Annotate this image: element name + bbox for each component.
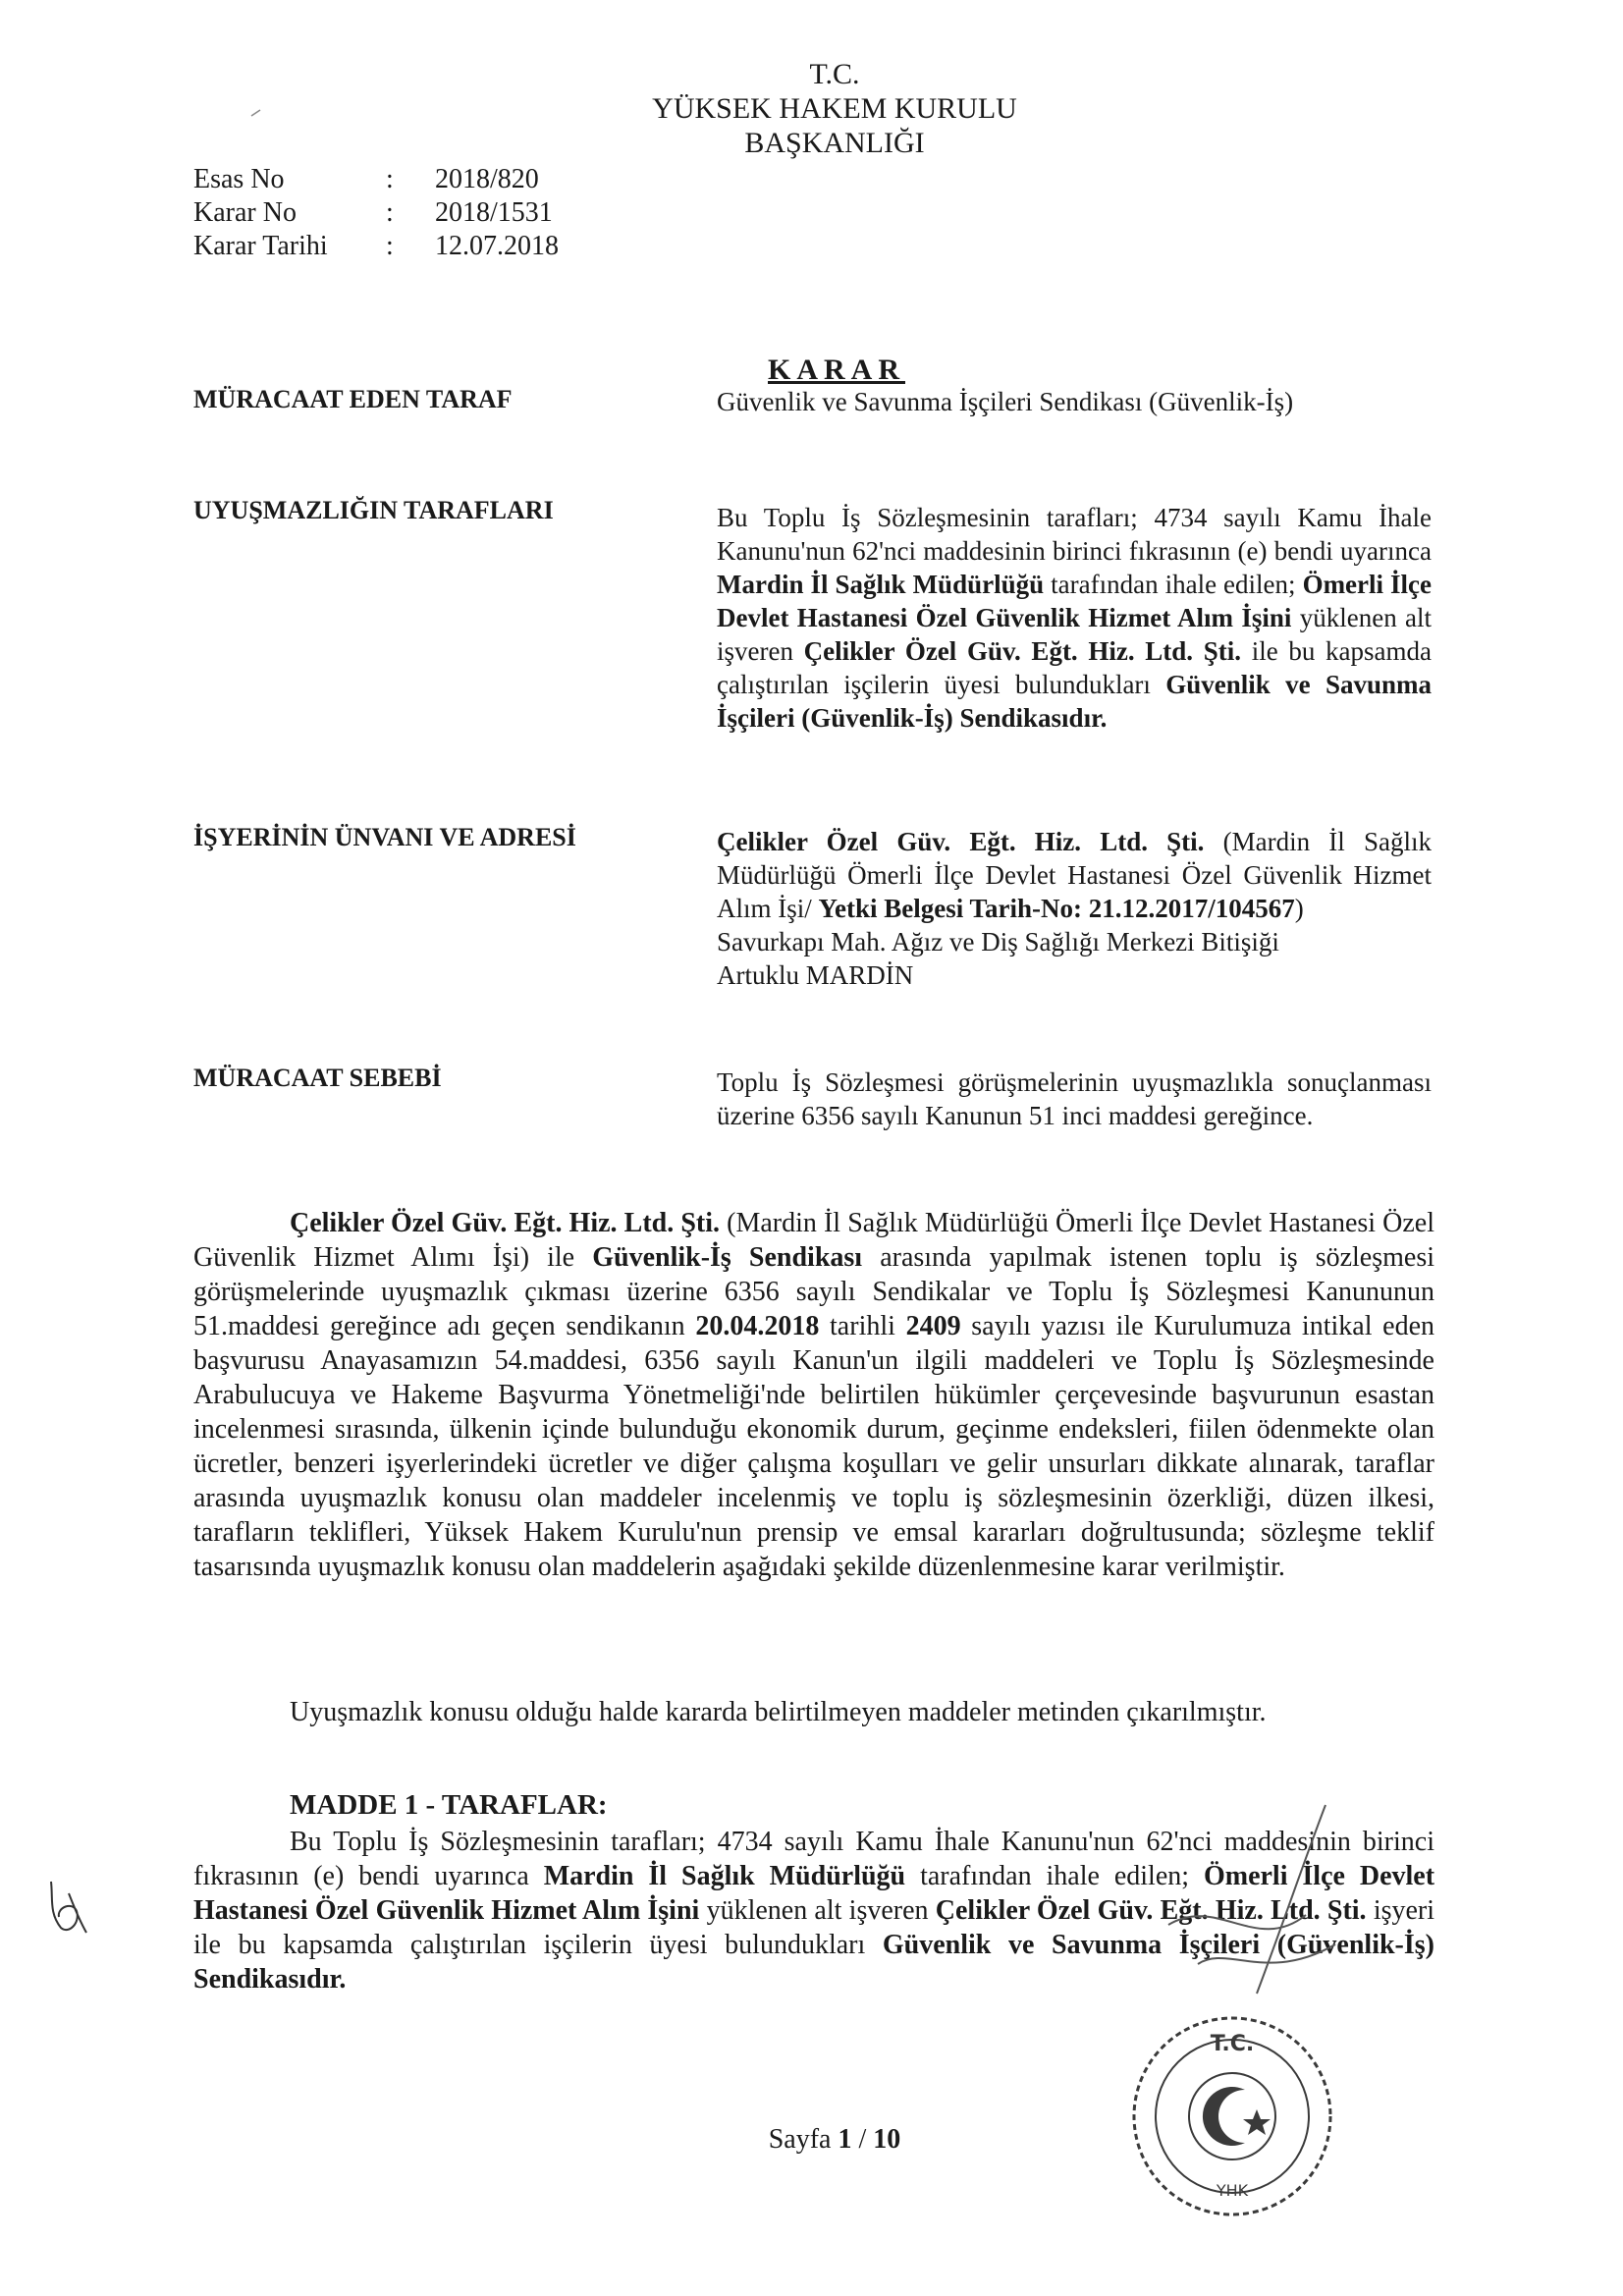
meta-row-esas [193,163,559,196]
case-metadata [193,163,559,263]
meta-key: Karar No [193,197,297,228]
reason-value: Toplu İş Sözleşmesi görüşmelerinin uyuşmazlıkla sonuçlanması üzerine 6356 sayılı Kanunun 51 inci maddesi gereğince. [717,1067,1432,1130]
page-separator: / [858,2124,867,2155]
page-current: 1 [838,2124,852,2155]
page-indicator [756,2124,913,2156]
meta-colon: : [386,197,394,228]
parties-label: UYUŞMAZLIĞIN TARAFLARI [193,496,554,524]
document-header [589,57,1080,160]
svg-text:YHK: YHK [1216,2181,1249,2200]
applicant-value: Güvenlik ve Savunma İşçileri Sendikası (Güvenlik-İş) [717,387,1294,416]
body-paragraph-1: Çelikler Özel Güv. Eğt. Hiz. Ltd. Şti. (Mardin İl Sağlık Müdürlüğü Ömerli İlçe Devlet Hastanesi Özel Güvenlik Hizmet Alımı İşi) ile Güvenlik-İş Sendikası arasında yapılmak istenen toplu iş sözleşmesi görüşmelerinde uyuşmazlık çıkması üzerine 6356 sayılı Sendikalar ve Toplu İş Sözleşmesi Kanununun 51.maddesi gereğince adı geçen sendikanın 20.04.2018 tarihli 2409 sayılı yazısı ile Kurulumuza intikal eden başvurusu Anayasamızın 54.maddesi, 6356 sayılı Kanun'un ilgili maddeleri ve Toplu İş Sözleşmesinde Arabulucuya ve Hakeme Başvurma Yönetmeliği'nde belirtilen hükümler çerçevesinde başvurunun esastan incelenmesi sırasında, ülkenin içinde bulunduğu ekonomik durum, geçinme endeksleri, fiilen ödenmekte olan ücretler, benzeri işyerlerindeki ücretler ve diğer çalışma koşulları ve gelir unsurları dikkate alınarak, taraflar arasında uyuşmazlık konusu olan maddeler incelenmiş ve toplu iş sözleşmesinin özerkliği, düzen ilkesi, tarafların teklifleri, Yüksek Hakem Kurulu'nun prensip ve emsal kararları doğrultusunda; sözleşme teklif tasarısında uyuşmazlık konusu olan maddelerin aşağıdaki şekilde düzenlenmesine karar verilmiştir. [193,1208,1435,1582]
meta-colon: : [386,231,394,261]
applicant-label: MÜRACAAT EDEN TARAF [193,385,513,413]
meta-value: 2018/820 [435,164,539,194]
signature-icon [1139,1797,1375,2013]
body-paragraph-2: Uyuşmazlık konusu olduğu halde kararda belirtilmeyen maddeler metinden çıkarılmıştır. [290,1697,1267,1727]
header-line-institution: YÜKSEK HAKEM KURULU [652,92,1017,125]
header-line-tc: T.C. [809,58,860,90]
page-total: 10 [873,2124,901,2155]
meta-colon: : [386,164,394,194]
meta-row-karar [193,196,559,230]
article-1-text: Bu Toplu İş Sözleşmesinin tarafları; 4734 sayılı Kamu İhale Kanunu'nun 62'nci maddesinin birinci fıkrasının (e) bendi uyarınca Mardin İl Sağlık Müdürlüğü tarafından ihale edilen; Ömerli İlçe Devlet Hastanesi Özel Güvenlik Hizmet Alım İşini yüklenen alt işveren Çelikler Özel Güv. Eğt. Hiz. Ltd. Şti. işyeri ile bu kapsamda çalıştırılan işçilerin üyesi bulundukları Güvenlik ve Savunma İşçileri (Güvenlik-İş) Sendikasıdır. [193,1827,1435,1995]
workplace-value: Çelikler Özel Güv. Eğt. Hiz. Ltd. Şti. (Mardin İl Sağlık Müdürlüğü Ömerli İlçe Devlet Hastanesi Özel Güvenlik Hizmet Alım İşi/ Yetki Belgesi Tarih-No: 21.12.2017/104567) Savurkapı Mah. Ağız ve Diş Sağlığı Merkezi Bitişiği Artuklu MARDİN [717,827,1432,990]
parties-value: Bu Toplu İş Sözleşmesinin tarafları; 4734 sayılı Kamu İhale Kanunu'nun 62'nci maddesinin birinci fıkrasının (e) bendi uyarınca Mardin İl Sağlık Müdürlüğü tarafından ihale edilen; Ömerli İlçe Devlet Hastanesi Özel Güvenlik Hizmet Alım İşini yüklenen alt işveren Çelikler Özel Güv. Eğt. Hiz. Ltd. Şti. ile bu kapsamda çalıştırılan işçilerin üyesi bulundukları Güvenlik ve Savunma İşçileri (Güvenlik-İş) Sendikasıdır. [717,503,1433,733]
official-seal-icon [1119,2003,1345,2229]
decision-title: KARAR [768,354,905,386]
meta-value: 12.07.2018 [435,231,559,261]
article-1-title: MADDE 1 - TARAFLAR: [290,1789,608,1821]
svg-text:T.C.: T.C. [1210,2032,1255,2056]
reason-label: MÜRACAAT SEBEBİ [193,1064,442,1092]
header-line-presidency: BAŞKANLIĞI [744,127,925,159]
meta-key: Karar Tarihi [193,231,328,261]
workplace-label: İŞYERİNİN ÜNVANI VE ADRESİ [193,823,576,851]
meta-key: Esas No [193,164,285,194]
scan-mark-icon [250,108,262,118]
handwritten-initials-icon [39,1874,98,1942]
meta-value: 2018/1531 [435,197,553,228]
page-prefix: Sayfa [768,2124,832,2155]
meta-row-tarih [193,230,559,263]
